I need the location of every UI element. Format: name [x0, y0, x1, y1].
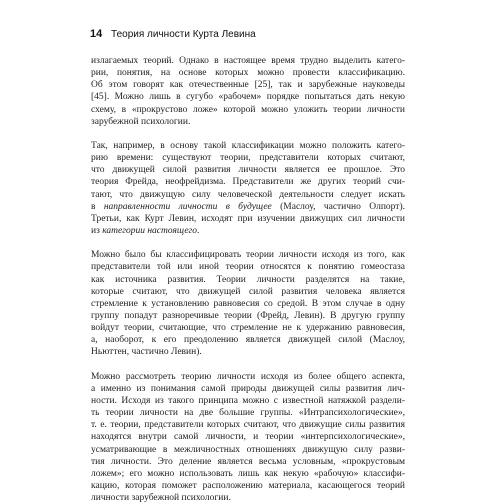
text-line: рию времени: существуют теории, представители которых считают, — [91, 153, 405, 164]
paragraph — [91, 55, 405, 128]
text-line: тия личности. Это деление является весьма условным, «прокрустовым — [91, 456, 405, 467]
text-line: группу попадут разноречивые теории (Фрейд, Левин). В другую группу — [91, 310, 405, 321]
text-line: [45]. Можно лишь в сугубо «рабочем» порядке попытаться дать некую — [91, 92, 405, 103]
running-header — [90, 28, 420, 44]
text-line: излагаемых теорий. Однако в настоящее время трудно выделить катего- — [91, 56, 405, 66]
text-line: тают, что движущую силу человеческой деятельности следует искать — [91, 189, 405, 200]
paragraph — [91, 371, 405, 504]
text-line: как источника развития. Теории личности разделятся на такие, — [91, 274, 405, 285]
text-line: теория Фрейда, неофрейдизма. Представители же других теорий счи- — [91, 177, 405, 188]
text-line: усматривающие в межличностных отношениях движущую силу разви- — [91, 444, 405, 455]
italic-phrase: категории настоящего — [102, 226, 197, 237]
text-line: войдут теории, считающие, что стремление не к удержанию равновесия, — [91, 323, 405, 334]
text-line: Ньюттен, частично Левин). — [91, 347, 202, 358]
line-text: . — [197, 226, 200, 237]
text-line: Третьи, как Курт Левин, исходят при изучении движущих сил личности — [91, 213, 405, 224]
body-text — [91, 55, 405, 504]
text-line — [91, 225, 405, 237]
text-line: стремление к установлению равновесия со средой. В этом случае в одну — [91, 298, 405, 309]
text-line: схему, в «прокрустово ложе» которой можно уложить теории личности — [91, 104, 405, 115]
running-title: Теория личности Курта Левина — [111, 29, 256, 40]
text-line: а, наоборот, к его преодолению является движущей силой (Маслоу, — [91, 335, 405, 346]
text-line: Можно было бы классифицировать теории личности исходя из того, как — [91, 250, 405, 261]
text-line — [91, 201, 405, 213]
text-line: находятся внутри самой личности, и теории «интерпсихологические», — [91, 432, 405, 443]
text-line: т. е. теории, представители которых считают, что движущие силы развития — [91, 420, 405, 431]
text-line: а именно из понимания самой природы движущей силы развития лич- — [91, 383, 405, 394]
line-text: (Маслоу, частично Олпорт). — [271, 201, 405, 212]
text-line: кацию, которая поможет расположению материала, касающегося теорий — [91, 481, 405, 491]
paragraph — [91, 249, 405, 358]
page-number: 14 — [90, 28, 103, 40]
text-line: ть теории личности на две большие группы. «Интрапсихологические», — [91, 408, 405, 419]
text-line: рии, понятия, на основе которых можно провести классификацию. — [91, 68, 405, 79]
text-line: зарубежной психологии. — [91, 116, 191, 127]
line-text: в — [91, 201, 104, 212]
text-line: которые считают, что движущей силой развития человека является — [91, 286, 405, 297]
text-line: ложем»; его можно использовать лишь как некую «рабочую» классифи- — [91, 468, 405, 479]
text-line: личности зарубежной психологии. — [91, 493, 231, 504]
text-line: Об этом говорят как отечественные [25], так и зарубежные науковеды — [91, 80, 405, 91]
text-line: что движущей силой развития личности является ее прошлое. Это — [91, 165, 405, 176]
text-line: Так, например, в основу такой классификации можно положить катего- — [91, 140, 405, 151]
paragraph — [91, 140, 405, 237]
text-line: представители той или иной теории относятся к понятию гомеостаза — [91, 262, 405, 273]
line-text: из — [91, 226, 103, 237]
text-line: Можно рассмотреть теорию личности исходя из более общего аспекта, — [91, 371, 405, 382]
italic-phrase: направленности личности в будущее — [103, 201, 272, 212]
text-line: ности. Исходя из такого принципа можно с известной натяжкой раздели- — [91, 395, 405, 406]
